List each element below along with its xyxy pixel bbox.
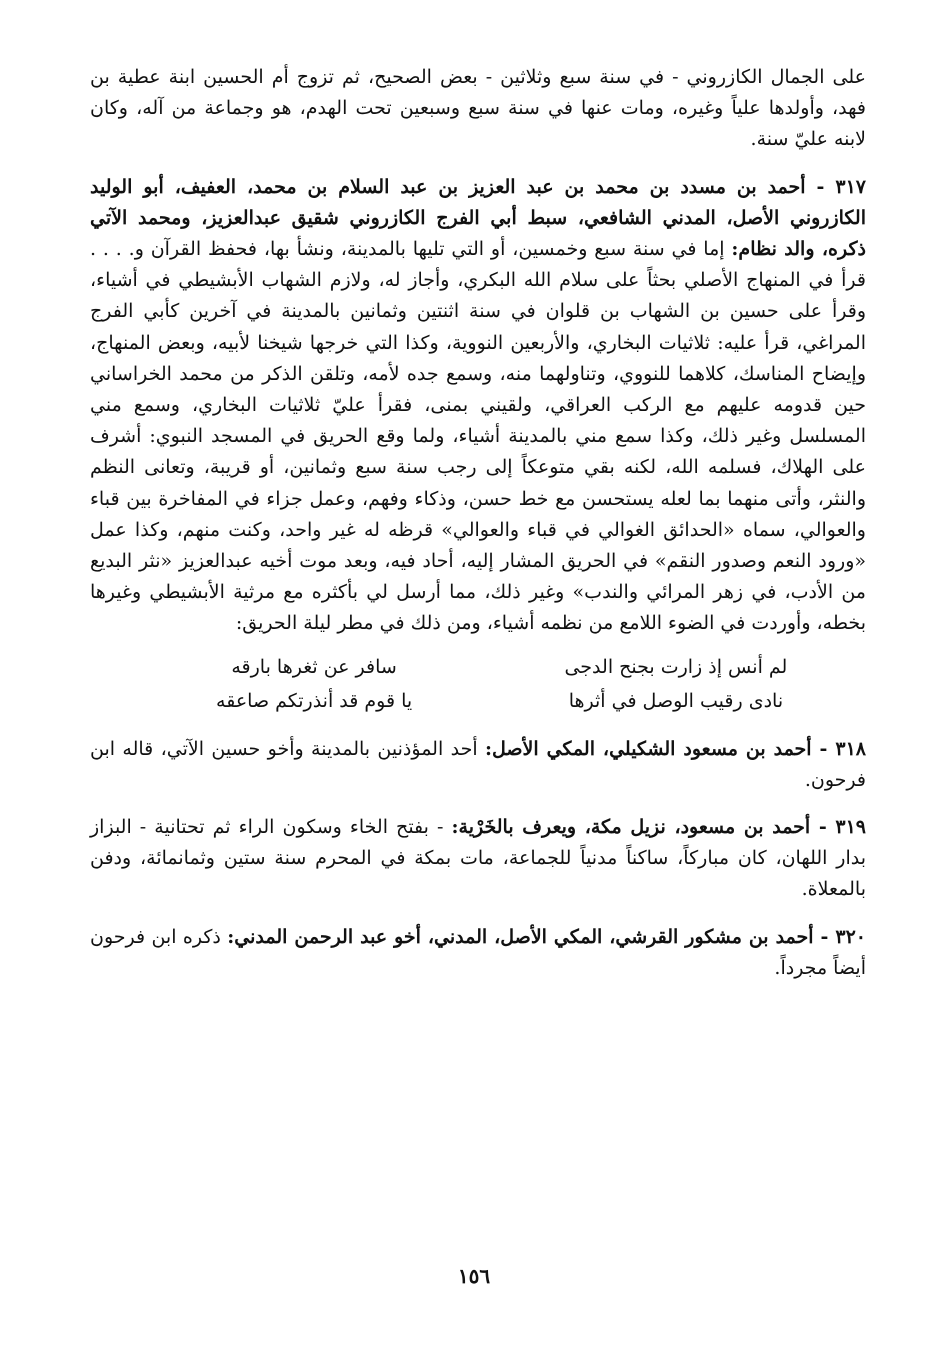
- entry-320: [90, 922, 866, 984]
- poem: [90, 650, 866, 718]
- page-number: ١٥٦: [457, 1264, 491, 1288]
- verse-second-hemistich: سافر عن ثغرها بارقه: [231, 655, 397, 678]
- verse-first-hemistich: نادى رقيب الوصل في أثرها: [568, 689, 784, 712]
- entry-319: [90, 812, 866, 906]
- entry-heading: ٣١٩ - أحمد بن مسعود، نزيل مكة، ويعرف بالخَرْية:: [451, 816, 867, 839]
- entry-body: إما في سنة سبع وخمسين، أو التي تليها بالمدينة، ونشأ بها، فحفظ القرآن و. . . . قرأ في المنهاج الأصلي بحثاً على سلام الله البكري، وأجاز له، ولازم الشهاب الأبشيطي في أشياء، وقرأ على حسين بن الشهاب بن قلوان في سنة اثنتين وثمانين بالمدينة في آخرين كأبي الفرج المراغي، قرأ عليه: ثلاثيات البخاري، والأربعين النووية، وكذا التي خرجها شيخنا لأبيه، وبعض المنهاج، وإيضاح المناسك، كلاهما للنووي، وتناولهما منه، وسمع جده لأمه، وتلقن الذكر من محمد الخراساني حين قدومه عليهم مع الركب العراقي، ولقيني بمنى، فقرأ عليّ ثلاثيات البخاري، وسمع مني المسلسل وغير ذلك، وكذا سمع مني بالمدينة أشياء، ولما وقع الحريق في المسجد النبوي: أشرف على الهلاك، فسلمه الله، لكنه بقي متوعكاً إلى رجب سنة سبع وثمانين، أو قريبة، وتعانى النظم والنثر، وأتى منهما بما لعله يستحسن مع خط حسن، وذكاء وفهم، وعمل جزاء في المفاخرة بين قباء والعوالي، سماه «الحدائق الغوالي في قباء والعوالي» قرظه له غير واحد، وكنت منهم، وكذا عمل «ورود النعم وصدور النقم» في الحريق المشار إليه، أحاد فيه، وبعد موت أخيه عبدالعزيز «نثر البديع من الأدب، في زهر المرائي والندب» وغير ذلك، مما أرسل لي بأكثره مع مرثية الأبشيطي وغيرها بخطه، وأوردت في الضوء اللامع من نظمه أشياء، ومن ذلك في مطر ليلة الحريق:: [90, 238, 866, 635]
- entry-317: [90, 172, 866, 718]
- entry-heading: ٣١٧ - أحمد بن مسدد بن محمد بن عبد العزيز بن عبد السلام بن محمد، العفيف، أبو الوليد الكازروني الأصل، المدني الشافعي، سبط أبي الفرج الكازروني شقيق عبدالعزيز، ومحمد الآتي ذكره، والد نظام:: [90, 175, 867, 261]
- verse-first-hemistich: لم أنس إذ زارت بجنح الدجى: [564, 655, 788, 678]
- entry-text: [90, 734, 866, 796]
- entry-heading: ٣١٨ - أحمد بن مسعود الشكيلي، المكي الأصل:: [485, 737, 866, 760]
- entry-heading: ٣٢٠ - أحمد بن مشكور القرشي، المكي الأصل، المدني، أخو عبد الرحمن المدني:: [227, 925, 866, 948]
- intro-paragraph: على الجمال الكازروني - في سنة سبع وثلاثين - بعض الصحيح، ثم تزوج أم الحسين ابنة عطية بن فهد، وأولدها علياً وغيره، ومات عنها في سنة سبع وسبعين تحت الهدم، هو وجماعة من آله، وكان لابنه عليّ سنة.: [90, 66, 866, 151]
- poem-verse: [160, 650, 830, 684]
- entry-318: [90, 734, 866, 796]
- verse-second-hemistich: يا قوم قد أنذرتكم صاعقه: [216, 689, 413, 712]
- entry-text: [90, 172, 866, 640]
- entry-body: ذكره ابن فرحون أيضاً مجرداً.: [90, 925, 866, 979]
- poem-verse: [160, 684, 830, 718]
- entry-text: [90, 812, 866, 906]
- page-body: [90, 62, 866, 984]
- entry-body: أحد المؤذنين بالمدينة وأخو حسين الآتي، قاله ابن فرحون.: [90, 737, 866, 791]
- entry-body: - بفتح الخاء وسكون الراء ثم تحتانية - البزاز بدار اللهان، كان مباركاً، ساكناً مدنياً للجماعة، مات بمكة في المحرم سنة ستين وثمانمائة، ودفن بالمعلاة.: [90, 816, 866, 901]
- entry-text: [90, 922, 866, 984]
